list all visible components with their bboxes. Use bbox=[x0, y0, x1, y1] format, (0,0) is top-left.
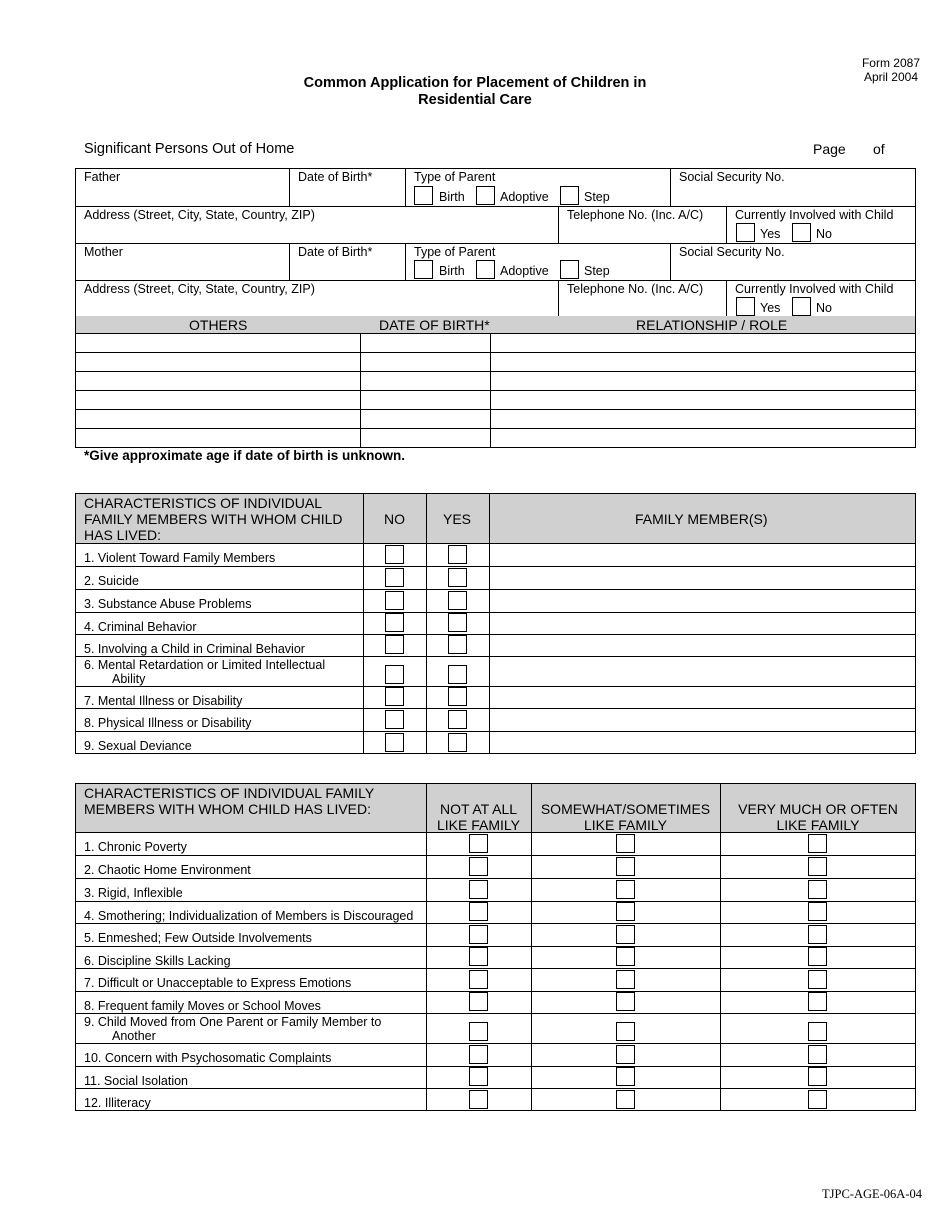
table2-row-line bbox=[75, 1066, 916, 1067]
page-label: Page bbox=[813, 141, 846, 157]
table1-yes-checkbox[interactable] bbox=[448, 568, 467, 587]
father-adoptive-checkbox[interactable] bbox=[476, 186, 495, 205]
table1-row-line bbox=[75, 708, 916, 709]
table1-row-line bbox=[75, 686, 916, 687]
others-col-header: OTHERS bbox=[189, 317, 248, 333]
table2-item-line: Another bbox=[112, 1029, 156, 1043]
table2-not-at-all-checkbox[interactable] bbox=[469, 1045, 488, 1064]
table2-col1-header bbox=[426, 801, 531, 833]
mother-label: Mother bbox=[84, 245, 123, 259]
table2-very-much-checkbox[interactable] bbox=[808, 970, 827, 989]
table2-row-line bbox=[75, 1088, 916, 1089]
table2-col3-line: VERY MUCH OR OFTEN bbox=[738, 801, 898, 817]
mother-telephone-label: Telephone No. (Inc. A/C) bbox=[567, 282, 704, 296]
table2-item-label bbox=[84, 1096, 151, 1110]
father-adoptive-label: Adoptive bbox=[500, 190, 549, 204]
dob-col-header: DATE OF BIRTH* bbox=[379, 317, 490, 333]
table2-somewhat-checkbox[interactable] bbox=[616, 1090, 635, 1109]
father-step-checkbox[interactable] bbox=[560, 186, 579, 205]
table2-item-line: 6. Discipline Skills Lacking bbox=[84, 954, 231, 968]
table2-somewhat-checkbox[interactable] bbox=[616, 1022, 635, 1041]
table2-row-line bbox=[75, 878, 916, 879]
table2-item-line: 3. Rigid, Inflexible bbox=[84, 886, 183, 900]
form-title bbox=[0, 75, 950, 109]
table2-somewhat-checkbox[interactable] bbox=[616, 902, 635, 921]
table1-yes-checkbox[interactable] bbox=[448, 613, 467, 632]
table1-item-label bbox=[84, 620, 197, 634]
table1-no-checkbox[interactable] bbox=[385, 665, 404, 684]
table2-item-line: 1. Chronic Poverty bbox=[84, 840, 187, 854]
table1-no-checkbox[interactable] bbox=[385, 687, 404, 706]
mother-involved-no-checkbox[interactable] bbox=[792, 297, 811, 316]
table2-very-much-checkbox[interactable] bbox=[808, 1090, 827, 1109]
table1-item-line: 5. Involving a Child in Criminal Behavior bbox=[84, 642, 305, 656]
table1-yes-checkbox[interactable] bbox=[448, 635, 467, 654]
father-no-label: No bbox=[816, 227, 832, 241]
father-involved-yes-checkbox[interactable] bbox=[736, 223, 755, 242]
table1-header-text bbox=[84, 495, 343, 543]
table1-row-line bbox=[75, 634, 916, 635]
table2-item-label bbox=[84, 1015, 381, 1043]
title-line-1: Common Application for Placement of Children in bbox=[303, 75, 647, 91]
table2-not-at-all-checkbox[interactable] bbox=[469, 947, 488, 966]
table1-row-line bbox=[75, 589, 916, 590]
table1-item-label bbox=[84, 574, 139, 588]
table1-item-label bbox=[84, 694, 242, 708]
mother-adoptive-label: Adoptive bbox=[500, 264, 549, 278]
table2-not-at-all-checkbox[interactable] bbox=[469, 970, 488, 989]
others-row-line bbox=[75, 428, 916, 429]
divider bbox=[289, 243, 290, 280]
table1-no-checkbox[interactable] bbox=[385, 710, 404, 729]
table2-row-line bbox=[75, 901, 916, 902]
others-row-line bbox=[75, 352, 916, 353]
divider bbox=[558, 280, 559, 317]
table2-row-line bbox=[75, 968, 916, 969]
divider bbox=[720, 783, 721, 1111]
table1-header-line: HAS LIVED: bbox=[84, 527, 162, 543]
table2-header-text bbox=[84, 785, 374, 817]
mother-involved-yes-checkbox[interactable] bbox=[736, 297, 755, 316]
table1-item-label bbox=[84, 658, 325, 686]
divider bbox=[75, 206, 916, 207]
table2-very-much-checkbox[interactable] bbox=[808, 902, 827, 921]
footer-code: TJPC-AGE-06A-04 bbox=[822, 1187, 922, 1201]
table2-col2-line: SOMEWHAT/SOMETIMES bbox=[540, 801, 711, 817]
table2-not-at-all-checkbox[interactable] bbox=[469, 1090, 488, 1109]
table1-yes-checkbox[interactable] bbox=[448, 545, 467, 564]
table1-yes-checkbox[interactable] bbox=[448, 733, 467, 752]
title-line-2: Residential Care bbox=[418, 92, 532, 108]
mother-birth-checkbox[interactable] bbox=[414, 260, 433, 279]
form-number: Form 2087 bbox=[861, 56, 920, 70]
divider bbox=[426, 493, 427, 754]
divider bbox=[289, 168, 290, 206]
table2-item-line: 8. Frequent family Moves or School Moves bbox=[84, 999, 321, 1013]
table2-item-line: 9. Child Moved from One Parent or Family Member to bbox=[84, 1015, 382, 1029]
table2-somewhat-checkbox[interactable] bbox=[616, 970, 635, 989]
mother-step-checkbox[interactable] bbox=[560, 260, 579, 279]
divider bbox=[531, 783, 532, 1111]
mother-involved-label: Currently Involved with Child bbox=[735, 282, 894, 296]
table2-header-line: MEMBERS WITH WHOM CHILD HAS LIVED: bbox=[84, 801, 372, 817]
table1-item-line: 2. Suicide bbox=[84, 574, 139, 588]
table1-row-line bbox=[75, 612, 916, 613]
table1-item-line: 3. Substance Abuse Problems bbox=[84, 597, 252, 611]
table2-not-at-all-checkbox[interactable] bbox=[469, 925, 488, 944]
table2-col1-line: NOT AT ALL bbox=[439, 801, 518, 817]
divider bbox=[670, 168, 671, 206]
table2-row-line bbox=[75, 946, 916, 947]
table1-row-line bbox=[75, 566, 916, 567]
table1-item-line: 4. Criminal Behavior bbox=[84, 620, 197, 634]
table2-very-much-checkbox[interactable] bbox=[808, 1045, 827, 1064]
mother-dob-label: Date of Birth* bbox=[298, 245, 373, 259]
table1-item-label bbox=[84, 716, 251, 730]
table1-item-label bbox=[84, 642, 305, 656]
table2-item-label bbox=[84, 976, 351, 990]
table2-somewhat-checkbox[interactable] bbox=[616, 857, 635, 876]
table1-yes-checkbox[interactable] bbox=[448, 687, 467, 706]
table2-not-at-all-checkbox[interactable] bbox=[469, 834, 488, 853]
table2-item-label bbox=[84, 863, 251, 877]
table2-somewhat-checkbox[interactable] bbox=[616, 947, 635, 966]
table2-item-label bbox=[84, 840, 187, 854]
table2-item-line: 2. Chaotic Home Environment bbox=[84, 863, 251, 877]
table2-very-much-checkbox[interactable] bbox=[808, 880, 827, 899]
table2-header-line: CHARACTERISTICS OF INDIVIDUAL FAMILY bbox=[84, 785, 375, 801]
divider bbox=[670, 243, 671, 280]
table1-members-header: FAMILY MEMBER(S) bbox=[635, 511, 768, 527]
table1-yes-checkbox[interactable] bbox=[448, 591, 467, 610]
table2-row-line bbox=[75, 1043, 916, 1044]
divider bbox=[726, 280, 727, 317]
table2-col3-header bbox=[720, 801, 916, 833]
divider bbox=[726, 206, 727, 243]
table2-not-at-all-checkbox[interactable] bbox=[469, 880, 488, 899]
table2-not-at-all-checkbox[interactable] bbox=[469, 857, 488, 876]
divider bbox=[75, 243, 916, 244]
table1-no-checkbox[interactable] bbox=[385, 613, 404, 632]
table2-row-line bbox=[75, 923, 916, 924]
table2-very-much-checkbox[interactable] bbox=[808, 947, 827, 966]
table1-row-line bbox=[75, 656, 916, 657]
table2-item-line: 10. Concern with Psychosomatic Complaints bbox=[84, 1051, 332, 1065]
divider bbox=[75, 280, 916, 281]
table2-very-much-checkbox[interactable] bbox=[808, 1067, 827, 1086]
divider bbox=[426, 783, 427, 1111]
father-ssn-label: Social Security No. bbox=[679, 170, 785, 184]
table2-somewhat-checkbox[interactable] bbox=[616, 834, 635, 853]
others-row-line bbox=[75, 409, 916, 410]
divider bbox=[405, 243, 406, 280]
table1-item-label bbox=[84, 597, 251, 611]
father-birth-label: Birth bbox=[439, 190, 465, 204]
table2-col2-line: LIKE FAMILY bbox=[584, 817, 667, 833]
table2-item-label bbox=[84, 1074, 188, 1088]
section-title: Significant Persons Out of Home bbox=[84, 141, 295, 157]
table2-somewhat-checkbox[interactable] bbox=[616, 992, 635, 1011]
table1-no-header: NO bbox=[384, 511, 405, 527]
table2-somewhat-checkbox[interactable] bbox=[616, 1067, 635, 1086]
table1-item-line: Ability bbox=[112, 672, 146, 686]
table1-header-line: CHARACTERISTICS OF INDIVIDUAL bbox=[84, 495, 323, 511]
table1-no-checkbox[interactable] bbox=[385, 568, 404, 587]
table1-item-line: 9. Sexual Deviance bbox=[84, 739, 192, 753]
table2-very-much-checkbox[interactable] bbox=[808, 1022, 827, 1041]
table2-not-at-all-checkbox[interactable] bbox=[469, 992, 488, 1011]
table1-no-checkbox[interactable] bbox=[385, 591, 404, 610]
mother-adoptive-checkbox[interactable] bbox=[476, 260, 495, 279]
table2-item-label bbox=[84, 1051, 331, 1065]
table2-item-line: 12. Illiteracy bbox=[84, 1096, 151, 1110]
table1-yes-checkbox[interactable] bbox=[448, 665, 467, 684]
table2-item-label bbox=[84, 886, 183, 900]
table2-item-line: 7. Difficult or Unacceptable to Express Emotions bbox=[84, 976, 352, 990]
father-address-label: Address (Street, City, State, Country, ZIP) bbox=[84, 208, 315, 222]
table2-col1-line: LIKE FAMILY bbox=[437, 817, 520, 833]
table2-col3-line: LIKE FAMILY bbox=[776, 817, 860, 833]
dob-note: *Give approximate age if date of birth is unknown. bbox=[84, 448, 406, 463]
table1-item-line: 1. Violent Toward Family Members bbox=[84, 551, 276, 565]
of-label: of bbox=[873, 141, 885, 157]
father-telephone-label: Telephone No. (Inc. A/C) bbox=[567, 208, 704, 222]
table2-item-label bbox=[84, 909, 413, 923]
table1-no-checkbox[interactable] bbox=[385, 733, 404, 752]
divider bbox=[489, 493, 490, 754]
table1-item-label bbox=[84, 739, 192, 753]
table2-item-label bbox=[84, 999, 321, 1013]
table2-somewhat-checkbox[interactable] bbox=[616, 880, 635, 899]
form-date: April 2004 bbox=[863, 70, 918, 84]
father-step-label: Step bbox=[584, 190, 610, 204]
table2-col2-header bbox=[531, 801, 720, 833]
table2-row-line bbox=[75, 991, 916, 992]
table1-no-checkbox[interactable] bbox=[385, 635, 404, 654]
table1-no-checkbox[interactable] bbox=[385, 545, 404, 564]
table1-header-line: FAMILY MEMBERS WITH WHOM CHILD bbox=[84, 511, 343, 527]
father-involved-no-checkbox[interactable] bbox=[792, 223, 811, 242]
table2-very-much-checkbox[interactable] bbox=[808, 925, 827, 944]
table2-somewhat-checkbox[interactable] bbox=[616, 925, 635, 944]
table2-not-at-all-checkbox[interactable] bbox=[469, 902, 488, 921]
table2-row-line bbox=[75, 1013, 916, 1014]
mother-address-label: Address (Street, City, State, Country, ZIP) bbox=[84, 282, 315, 296]
father-label: Father bbox=[84, 170, 121, 184]
table2-row-line bbox=[75, 855, 916, 856]
table2-item-label bbox=[84, 931, 312, 945]
father-dob-label: Date of Birth* bbox=[298, 170, 373, 184]
divider bbox=[363, 493, 364, 754]
divider bbox=[405, 168, 406, 206]
table2-item-line: 4. Smothering; Individualization of Members is Discouraged bbox=[84, 909, 414, 923]
table2-very-much-checkbox[interactable] bbox=[808, 992, 827, 1011]
table2-item-label bbox=[84, 954, 231, 968]
table2-somewhat-checkbox[interactable] bbox=[616, 1045, 635, 1064]
father-type-label: Type of Parent bbox=[414, 170, 496, 184]
mother-ssn-label: Social Security No. bbox=[679, 245, 785, 259]
divider bbox=[558, 206, 559, 243]
others-row-line bbox=[75, 390, 916, 391]
mother-type-label: Type of Parent bbox=[414, 245, 496, 259]
table1-item-line: 8. Physical Illness or Disability bbox=[84, 716, 252, 730]
table2-not-at-all-checkbox[interactable] bbox=[469, 1022, 488, 1041]
table1-row-line bbox=[75, 731, 916, 732]
table1-yes-header: YES bbox=[443, 511, 472, 527]
mother-yes-label: Yes bbox=[760, 301, 781, 315]
table2-very-much-checkbox[interactable] bbox=[808, 857, 827, 876]
table2-very-much-checkbox[interactable] bbox=[808, 834, 827, 853]
table1-item-label bbox=[84, 551, 275, 565]
table1-yes-checkbox[interactable] bbox=[448, 710, 467, 729]
father-involved-label: Currently Involved with Child bbox=[735, 208, 894, 222]
table1-item-line: 6. Mental Retardation or Limited Intellectual bbox=[84, 658, 326, 672]
table2-not-at-all-checkbox[interactable] bbox=[469, 1067, 488, 1086]
relationship-col-header: RELATIONSHIP / ROLE bbox=[636, 317, 788, 333]
mother-step-label: Step bbox=[584, 264, 610, 278]
table2-item-line: 11. Social Isolation bbox=[84, 1074, 188, 1088]
table1-item-line: 7. Mental Illness or Disability bbox=[84, 694, 243, 708]
others-row-line bbox=[75, 371, 916, 372]
mother-birth-label: Birth bbox=[439, 264, 465, 278]
table2-item-line: 5. Enmeshed; Few Outside Involvements bbox=[84, 931, 312, 945]
father-yes-label: Yes bbox=[760, 227, 781, 241]
father-birth-checkbox[interactable] bbox=[414, 186, 433, 205]
mother-no-label: No bbox=[816, 301, 832, 315]
